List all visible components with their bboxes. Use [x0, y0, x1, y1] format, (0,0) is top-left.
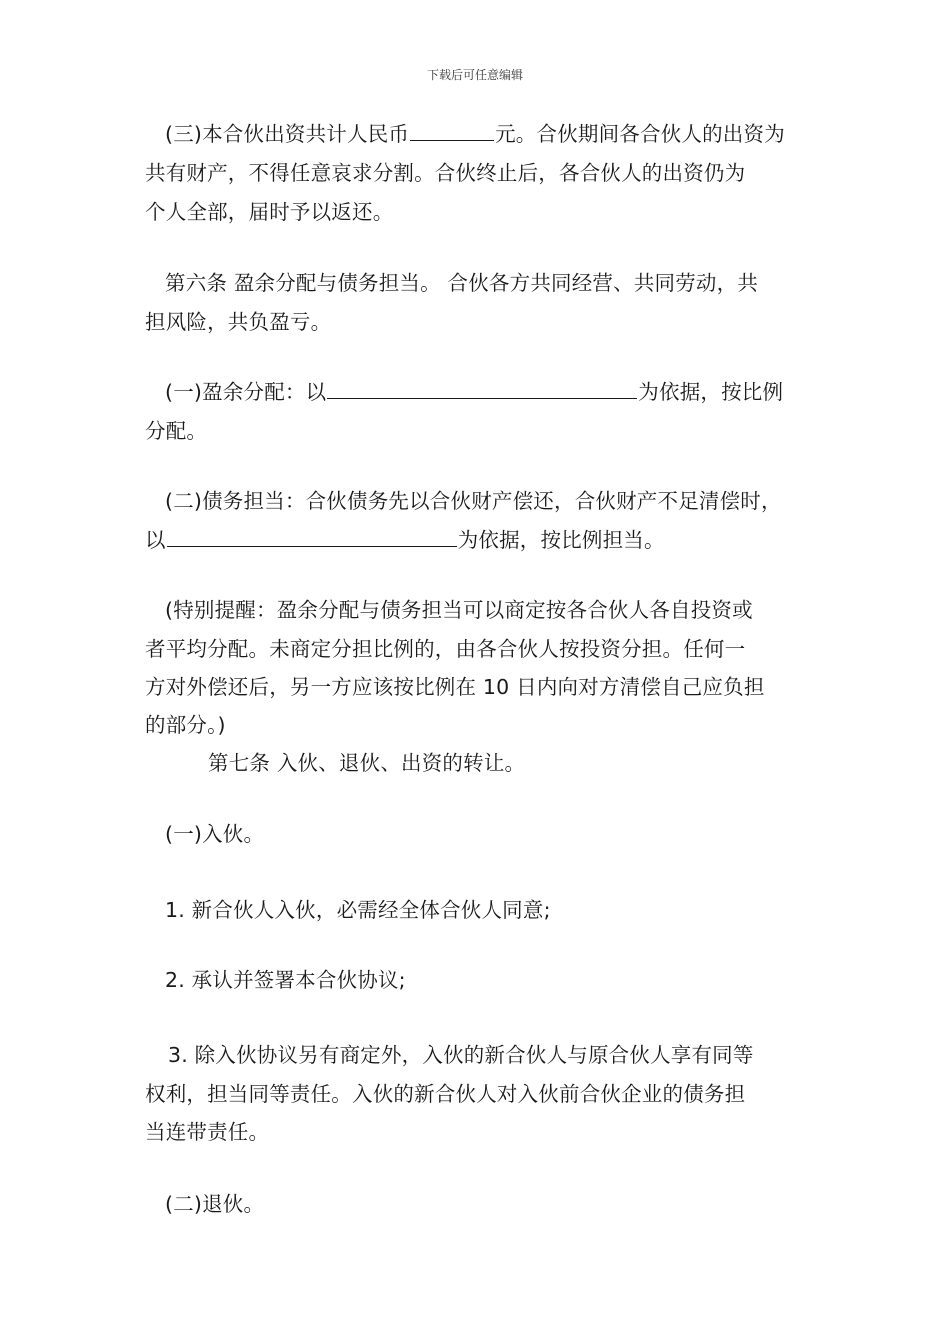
text-segment: (一)盈余分配：以 — [165, 380, 327, 404]
text-line — [165, 115, 785, 153]
article-heading: 第六条 盈余分配与债务担当。 合伙各方共同经营、共同劳动，共 — [165, 271, 759, 295]
text-segment: 元。合伙期间各合伙人的出资为 — [495, 122, 785, 146]
fill-in-blank — [327, 376, 637, 399]
article-heading: 第七条 入伙、退伙、出资的转让。 — [208, 751, 526, 775]
section-heading: (一)入伙。 — [165, 822, 265, 846]
page-header: 下载后可任意编辑 — [426, 68, 523, 82]
text-line: 权利，担当同等责任。入伙的新合伙人对入伙前合伙企业的债务担 — [145, 1082, 746, 1106]
text-segment: 以 — [145, 528, 166, 552]
list-item: 3. 除入伙协议另有商定外，入伙的新合伙人与原合伙人享有同等 — [168, 1043, 754, 1067]
section-heading: (二)退伙。 — [165, 1192, 265, 1216]
text-line: (二)债务担当：合伙债务先以合伙财产偿还，合伙财产不足清偿时， — [165, 489, 782, 513]
text-line: 担风险，共负盈亏。 — [145, 310, 332, 334]
text-line: 当连带责任。 — [145, 1120, 270, 1144]
list-item: 1. 新合伙人入伙，必需经全体合伙人同意; — [165, 898, 551, 922]
text-line: (特别提醒：盈余分配与债务担当可以商定按各合伙人各自投资或 — [165, 598, 753, 622]
text-line: 者平均分配。未商定分担比例的，由各合伙人按投资分担。任何一 — [145, 637, 746, 661]
text-segment: 为依据，按比例 — [638, 380, 784, 404]
text-line — [165, 373, 783, 411]
fill-in-blank — [410, 118, 494, 141]
list-item: 2. 承认并签署本合伙协议; — [165, 968, 406, 992]
text-segment: (三)本合伙出资共计人民币 — [165, 122, 410, 146]
text-line: 共有财产，不得任意哀求分割。合伙终止后，各合伙人的出资仍为 — [145, 161, 746, 185]
text-line: 的部分。) — [145, 713, 226, 737]
text-line: 方对外偿还后，另一方应该按比例在 10 日内向对方清偿自己应负担 — [145, 675, 765, 699]
text-line: 个人全部，届时予以返还。 — [145, 200, 394, 224]
text-segment: 为依据，按比例担当。 — [457, 528, 665, 552]
text-line — [145, 521, 665, 559]
fill-in-blank — [167, 524, 457, 547]
text-line: 分配。 — [145, 419, 208, 443]
